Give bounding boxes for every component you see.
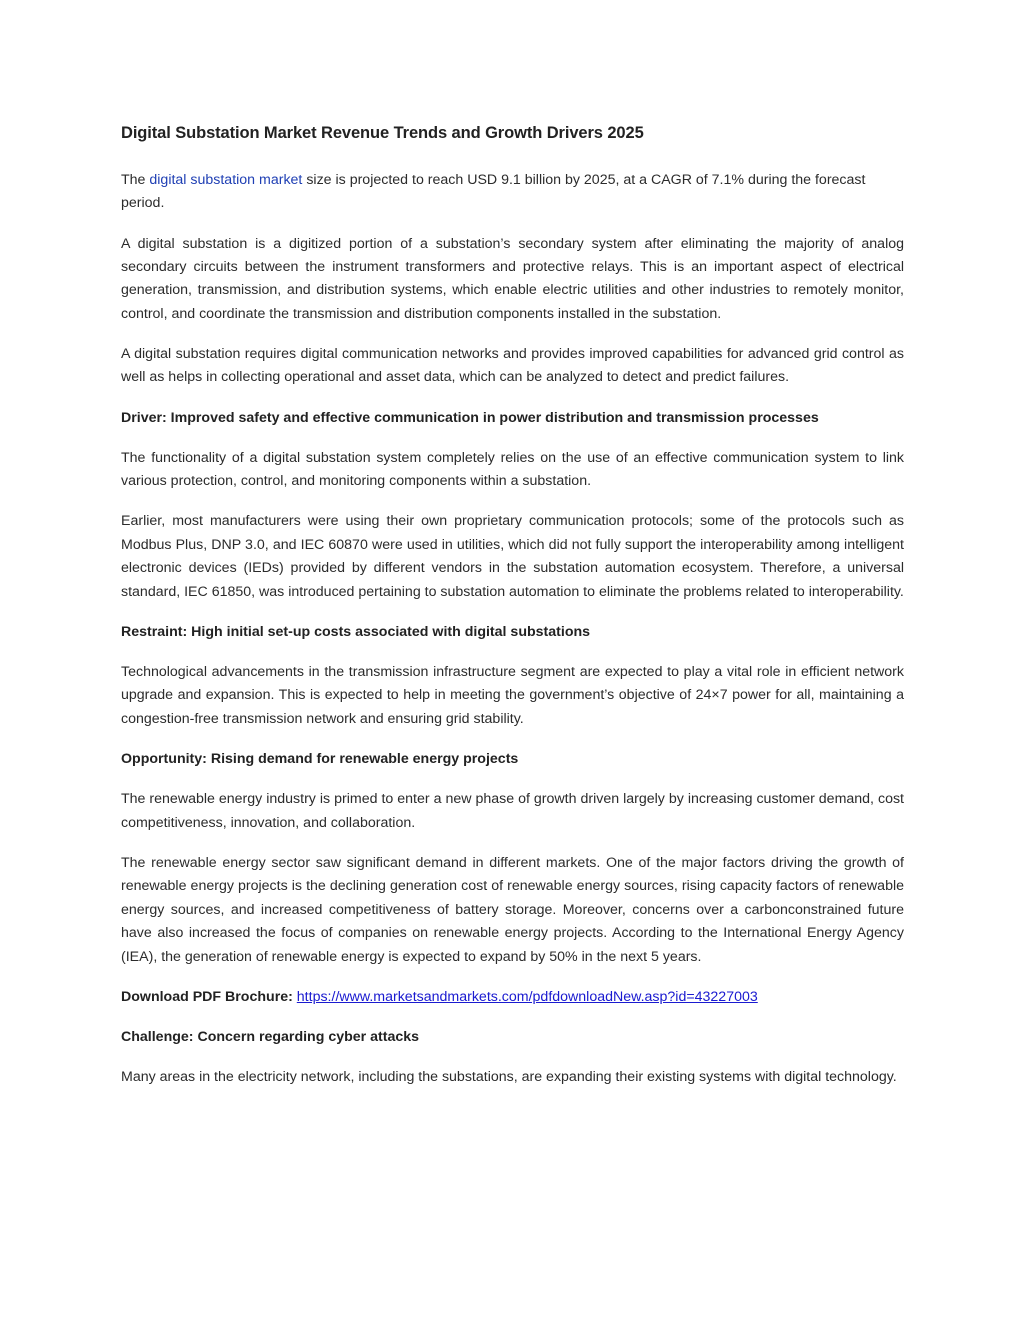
restraint-paragraph: Technological advancements in the transmission infrastructure segment are expected to play a vital role in efficient network upgrade and expansion. This is expected to help in meeting the government’s objective of 24×7 power for all, maintaining a congestion-free transmission network and ensuring grid stability. xyxy=(121,664,904,727)
requirements-paragraph: A digital substation requires digital communication networks and provides improved capabilities for advanced grid control as well as helps in collecting operational and asset data, which can be analyzed to detect and predict failures. xyxy=(121,346,904,386)
challenge-paragraph: Many areas in the electricity network, including the substations, are expanding their existing systems with digital technology. xyxy=(121,1069,897,1086)
document-page xyxy=(121,121,904,1106)
opportunity-paragraph-1: The renewable energy industry is primed to enter a new phase of growth driven largely by increasing customer demand, cost competitiveness, innovation, and collaboration. xyxy=(121,791,904,831)
pdf-brochure-link[interactable]: https://www.marketsandmarkets.com/pdfdownloadNew.asp?id=43227003 xyxy=(296,988,758,1005)
download-brochure-line xyxy=(121,986,904,1009)
challenge-heading: Challenge: Concern regarding cyber attacks xyxy=(121,1028,420,1045)
download-brochure-label: Download PDF Brochure: xyxy=(121,988,293,1005)
opportunity-heading: Opportunity: Rising demand for renewable energy projects xyxy=(121,751,519,768)
driver-paragraph-1: The functionality of a digital substation system completely relies on the use of an effective communication system to link various protection, control, and monitoring components within a substation. xyxy=(121,449,904,490)
intro-paragraph xyxy=(121,169,904,216)
intro-text-before: The xyxy=(121,172,150,188)
opportunity-paragraph-2: The renewable energy sector saw significant demand in different markets. One of the major factors driving the growth of renewable energy projects is the declining generation cost of renewable energy sources, rising capacity factors of renewable energy sources, and increased competitiveness of battery storage. Moreover, concerns over a carbonconstrained future have also increased the focus of companies on renewable energy projects. According to the International Energy Agency (IEA), the generation of renewable energy is expected to expand by 50% in the next 5 years. xyxy=(121,854,904,965)
driver-paragraph-2: Earlier, most manufacturers were using their own proprietary communication protocols; some of the protocols such as Modbus Plus, DNP 3.0, and IEC 60870 were used in utilities, which did not fully support the interoperability among intelligent electronic devices (IEDs) provided by different vendors in the substation automation ecosystem. Therefore, a universal standard, IEC 61850, was introduced pertaining to substation automation to eliminate the problems related to interoperability. xyxy=(121,513,904,600)
intro-text-after: size is projected to reach USD 9.1 billion by 2025, at a CAGR of 7.1% during the forecast period. xyxy=(121,172,866,212)
restraint-heading: Restraint: High initial set-up costs associated with digital substations xyxy=(121,623,591,640)
digital-substation-market-link[interactable]: digital substation market xyxy=(149,172,303,188)
page-title: Digital Substation Market Revenue Trends and Growth Drivers 2025 xyxy=(121,124,644,142)
driver-heading: Driver: Improved safety and effective communication in power distribution and transmission processes xyxy=(121,409,819,426)
definition-paragraph: A digital substation is a digitized portion of a substation’s secondary system after eliminating the majority of analog secondary circuits between the instrument transformers and protective relays. This is an important aspect of electrical generation, transmission, and distribution systems, which enable electric utilities and other industries to remotely monitor, control, and coordinate the transmission and distribution components installed in the substation. xyxy=(121,235,904,322)
